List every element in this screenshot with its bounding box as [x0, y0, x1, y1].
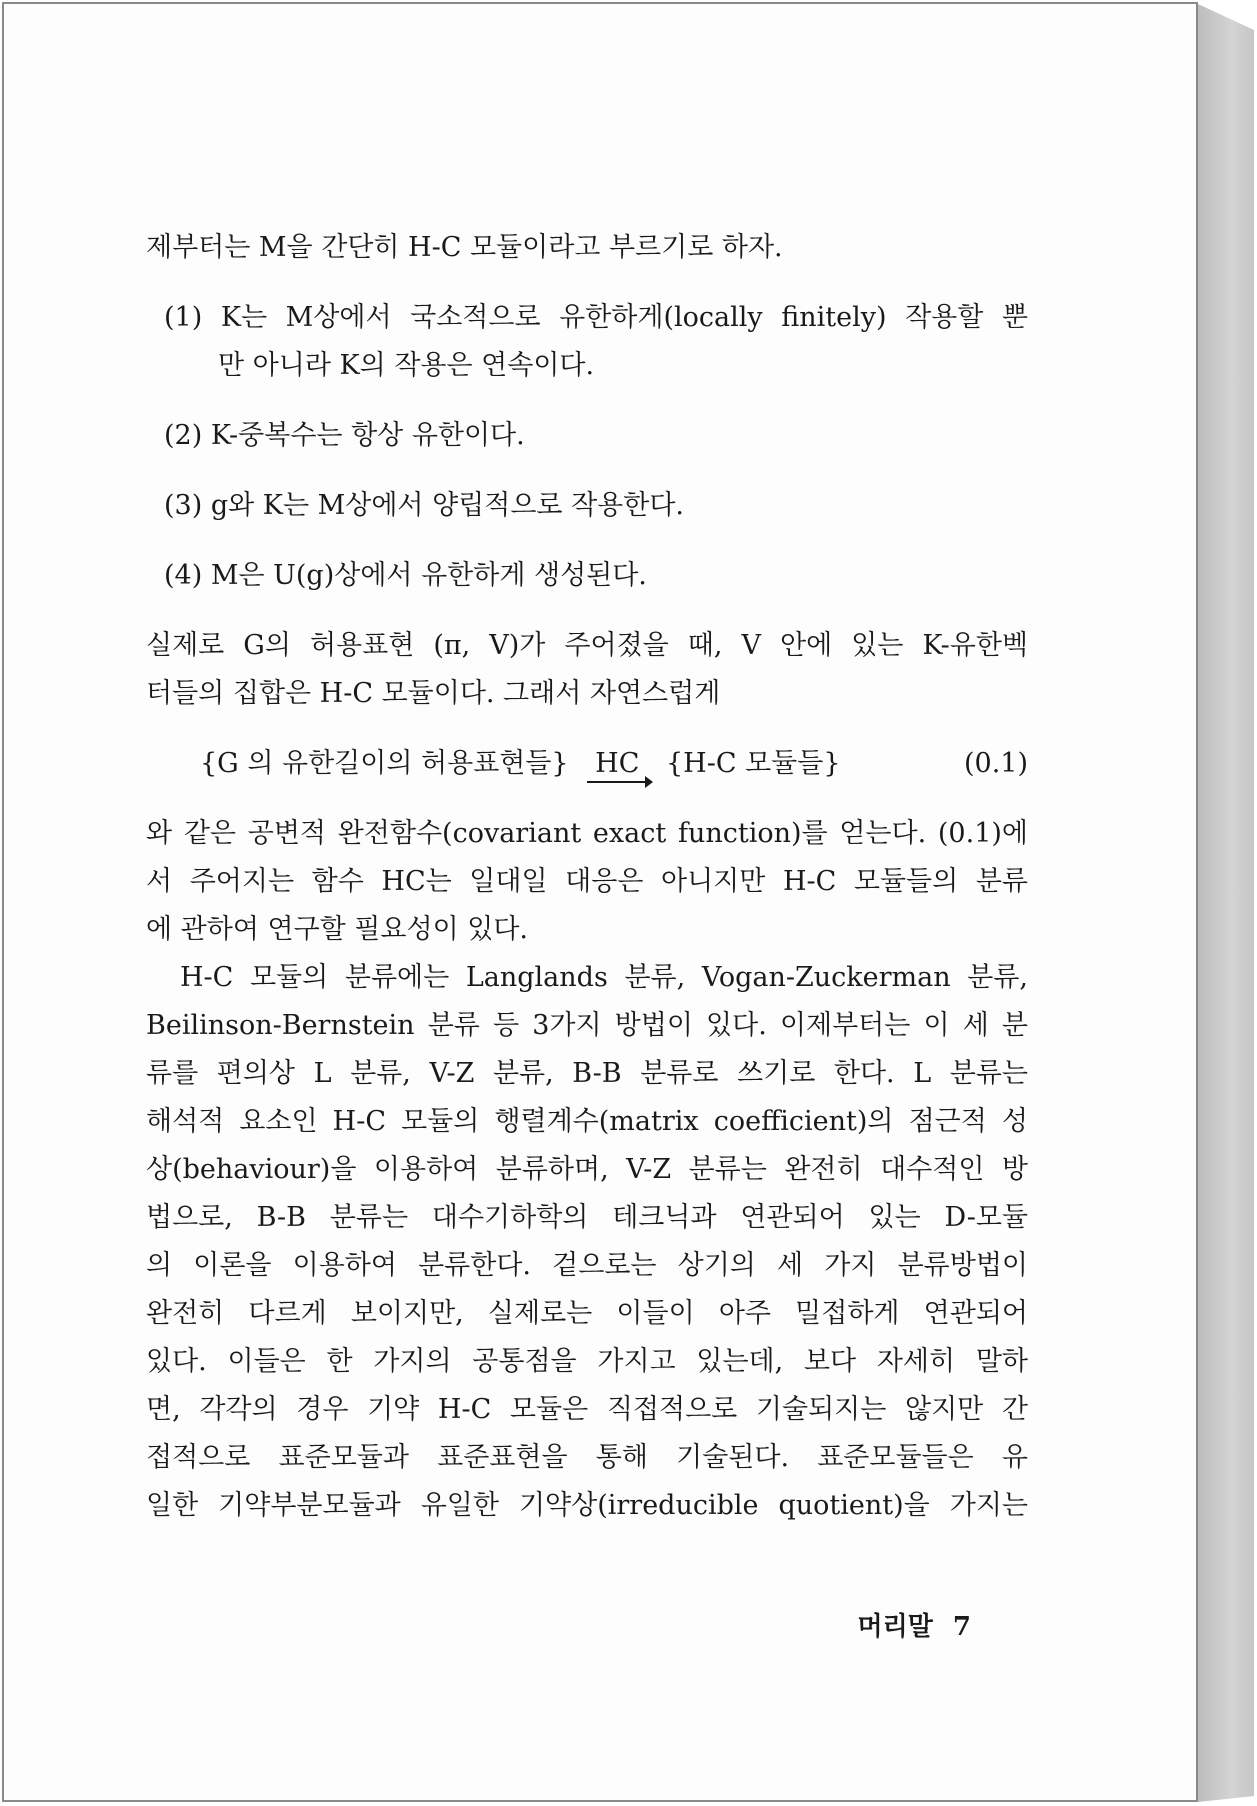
list-item-3: (3) g와 K는 M상에서 양립적으로 작용한다.: [164, 490, 684, 521]
paragraph-2-line-3: 에 관하여 연구할 필요성이 있다.: [146, 914, 528, 945]
list-item-1-line-1: (1) K는 M상에서 국소적으로 유한하게(locally finitely) 작용할 뿐: [164, 302, 1028, 333]
book-page: [2, 2, 1198, 1802]
equation-0-1: [146, 740, 1028, 788]
paragraph-3-line-11: 접적으로 표준모듈과 표준표현을 통해 기술된다. 표준모듈들은 유: [146, 1442, 1028, 1473]
page-number: 7: [952, 1612, 971, 1642]
equation-arrow: [587, 747, 647, 783]
paragraph-3-line-9: 있다. 이들은 한 가지의 공통점을 가지고 있는데, 보다 자세히 말하: [146, 1346, 1028, 1377]
equation-left-set: {G 의 유한길이의 허용표현들}: [200, 748, 569, 779]
paragraph-3-line-5: 상(behaviour)을 이용하여 분류하며, V-Z 분류는 완전히 대수적인 방: [146, 1154, 1028, 1185]
paragraph-2-line-1: 와 같은 공변적 완전함수(covariant exact function)를 얻는다. (0.1)에: [146, 818, 1028, 849]
intro-line: 제부터는 M을 간단히 H-C 모듈이라고 부르기로 하자.: [146, 232, 783, 263]
paragraph-3-line-4: 해석적 요소인 H-C 모듈의 행렬계수(matrix coefficient)의 점근적 성: [146, 1106, 1028, 1137]
list-item-1-line-2: 만 아니라 K의 작용은 연속이다.: [218, 350, 595, 381]
equation-arrow-label: HC: [595, 748, 640, 779]
paragraph-3-line-12: 일한 기약부분모듈과 유일한 기약상(irreducible quotient)을 가지는: [146, 1490, 1028, 1521]
paragraph-3-line-3: 류를 편의상 L 분류, V-Z 분류, B-B 분류로 쓰기로 한다. L 분류는: [146, 1058, 1028, 1089]
paragraph-3-line-7: 의 이론을 이용하여 분류한다. 겉으로는 상기의 세 가지 분류방법이: [146, 1250, 1028, 1281]
paragraph-3-line-6: 법으로, B-B 분류는 대수기하학의 테크닉과 연관되어 있는 D-모듈: [146, 1202, 1028, 1233]
paragraph-2-line-2: 서 주어지는 함수 HC는 일대일 대응은 아니지만 H-C 모듈들의 분류: [146, 866, 1028, 897]
list-item-2: (2) K-중복수는 항상 유한이다.: [164, 420, 525, 451]
paragraph-1-line-2: 터들의 집합은 H-C 모듈이다. 그래서 자연스럽게: [146, 678, 721, 709]
body-text: [146, 224, 1028, 1530]
page-footer: [838, 1606, 971, 1643]
paragraph-3-line-1: H-C 모듈의 분류에는 Langlands 분류, Vogan-Zuckerman 분류,: [180, 962, 1028, 993]
paragraph-3-line-8: 완전히 다르게 보이지만, 실제로는 이들이 아주 밀접하게 연관되어: [146, 1298, 1028, 1329]
paragraph-1-line-1: 실제로 G의 허용표현 (π, V)가 주어졌을 때, V 안에 있는 K-유한벡: [146, 630, 1028, 661]
equation-number: (0.1): [963, 748, 1028, 779]
equation-right-set: {H-C 모듈들}: [665, 748, 841, 779]
list-item-4: (4) M은 U(g)상에서 유한하게 생성된다.: [164, 560, 647, 591]
running-header-section: 머리말: [857, 1612, 933, 1642]
book-page-edge: [1198, 4, 1254, 1802]
paragraph-3-line-10: 면, 각각의 경우 기약 H-C 모듈은 직접적으로 기술되지는 않지만 간: [146, 1394, 1028, 1425]
paragraph-3-line-2: Beilinson-Bernstein 분류 등 3가지 방법이 있다. 이제부터는 이 세 분: [146, 1010, 1028, 1041]
